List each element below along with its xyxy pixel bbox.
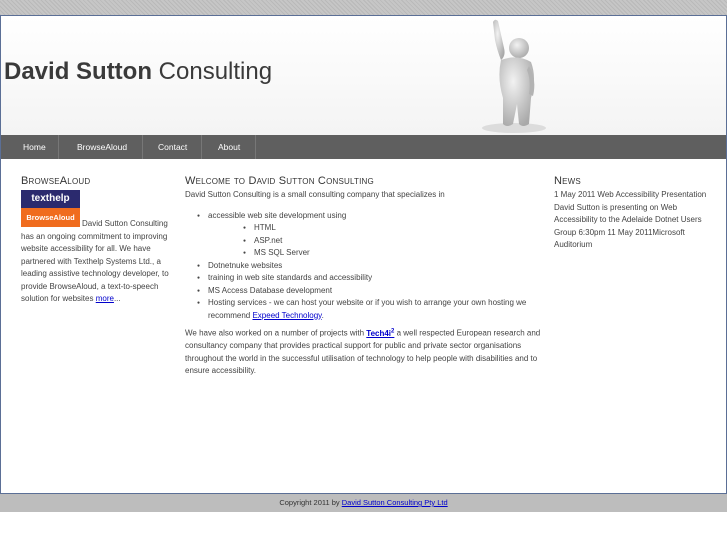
nav-contact[interactable]: Contact [158,142,188,152]
nav-home[interactable]: Home [23,142,46,152]
projects-text: We have also worked on a number of projects with [185,328,367,338]
hosting-suffix: . [321,310,324,320]
tech-label: HTML [254,223,276,232]
browsealoud-title: BrowseAloud [21,175,91,187]
list-item [208,222,542,235]
services-list [185,210,542,323]
main-navbar [1,135,726,159]
browsealoud-description: David Sutton Consulting has an ongoing commitment to improving website accessibility for all. We have partnered with Texthelp Systems Ltd., a leading assistive technology developer, to provide BrowseAloud, a text-to-speech solution for websites [21,219,169,303]
nav-about[interactable]: About [218,142,241,152]
waving-figure-image [471,16,551,135]
tech4i-superscript: 2 [391,328,395,334]
service-label: Dotnetnuke websites [208,260,283,270]
nav-separator [255,135,256,159]
nav-separator [58,135,59,159]
projects-text-rest: a well respected European research and consultancy company that provides practical support for public and private sector organisations throughout the world in the successful utilisation of technology to help people with disabilities and to ensure accessibility. [185,328,541,376]
browsealoud-text-block [21,218,176,306]
footer [0,494,727,512]
tech-label: MS SQL Server [254,248,310,257]
list-item [185,272,542,285]
browsealoud-logo-text: BrowseAloud [21,208,80,227]
list-item [185,297,542,322]
intro-text: David Sutton Consulting is a small consulting company that specializes in [185,190,445,199]
footer-company-link[interactable]: David Sutton Consulting Pty Ltd [341,498,448,507]
welcome-title: Welcome to David Sutton Consulting [185,175,374,187]
more-suffix: ... [113,294,121,303]
browsealoud-more-link[interactable]: more [95,294,114,303]
news-text: 1 May 2011 Web Accessibility Presentation David Sutton is presenting on Web Accessibility to the Adelaide Dotnet Users Group 6:30pm 11 May 2011Microsoft Auditorium [554,190,707,249]
texthelp-logo-text: texthelp [21,190,80,208]
expeed-technology-link[interactable]: Expeed Technology [252,310,322,320]
tech4i-link[interactable] [366,329,394,338]
service-label: accessible web site development using [208,210,347,220]
list-item [185,210,542,260]
site-title-bold: David Sutton [4,58,152,85]
tech4i-label: Tech4i [366,328,392,338]
list-item [208,247,542,260]
main-content [185,189,542,378]
nav-browsealoud[interactable]: BrowseAloud [77,142,128,152]
service-label: MS Access Database development [208,285,333,295]
tech-list [208,222,542,260]
tech-label: ASP.net [254,235,283,245]
top-background-strip [0,0,727,15]
list-item [185,285,542,298]
service-label: training in web site standards and accessibility [208,273,373,282]
header [1,16,726,135]
nav-separator [201,135,202,159]
site-title-rest: Consulting [152,58,273,85]
site-title [4,58,272,86]
news-title: News [554,175,581,187]
projects-paragraph [185,325,542,378]
nav-separator [142,135,143,159]
list-item [208,235,542,248]
service-label: Hosting services - we can host your website or if you wish to arrange your own hosting we recommend [208,298,527,320]
list-item [185,260,542,273]
footer-text: Copyright 2011 by [279,498,342,507]
